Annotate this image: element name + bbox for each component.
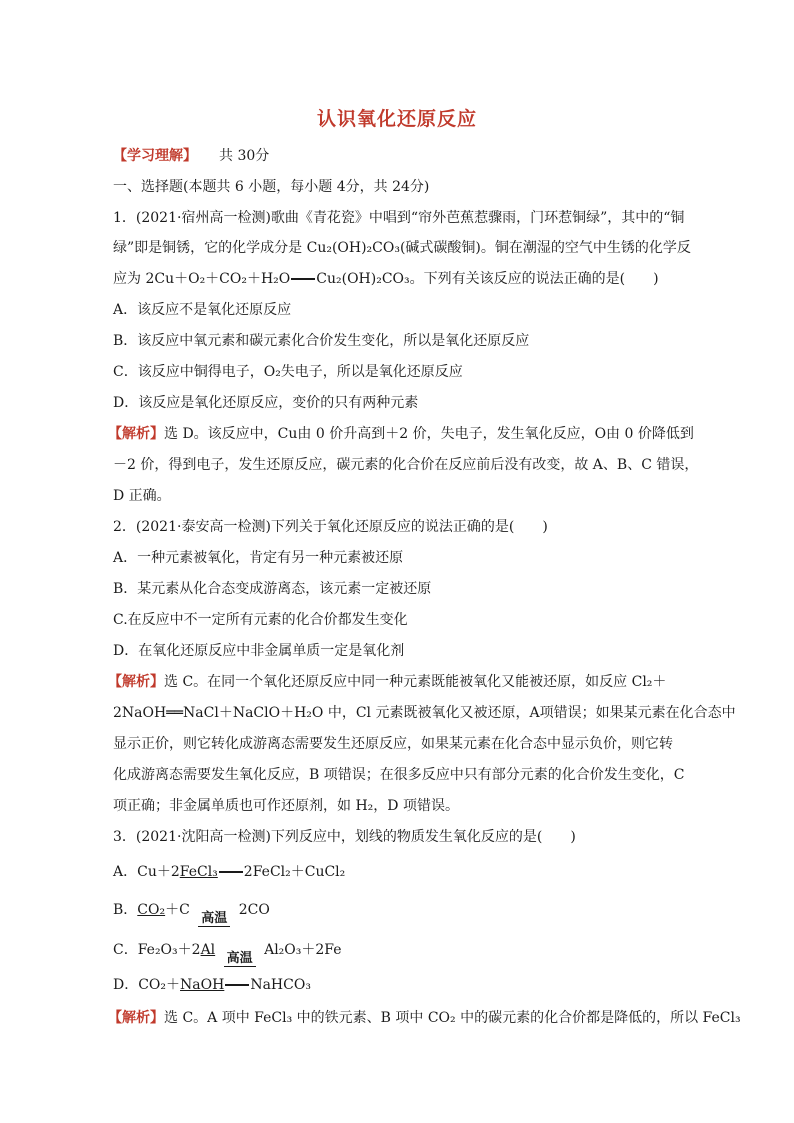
condition-label: 高温 [201, 911, 228, 926]
q2-option-c: C.在反应中不一定所有元素的化合价都发生变化 [113, 612, 408, 628]
q3-a-products: 2FeCl₂＋CuCl₂ [243, 864, 346, 880]
q1-answer-line3: D 正确。 [113, 488, 171, 504]
q2-option-b: B．某元素从化合态变成游离态，该元素一定被还原 [113, 581, 432, 597]
q3-b-prefix: B． [113, 902, 138, 918]
q2-answer-text: 选 C。在同一个氧化还原反应中同一种元素既能被氧化又能被还原，如反应 Cl₂＋ [164, 674, 667, 690]
q3-b-underlined: CO₂ [137, 902, 166, 918]
q1-option-a: A．该反应不是氧化还原反应 [113, 302, 292, 318]
q2-option-d: D．在氧化还原反应中非金属单质一定是氧化剂 [113, 643, 405, 659]
page-title: 认识氧化还原反应 [316, 108, 477, 130]
q3-stem: 3．(2021·沈阳高一检测)下列反应中，划线的物质发生氧化反应的是( ) [113, 829, 576, 845]
answer-tag: 【解析】 [108, 674, 164, 690]
q1-option-b: B．该反应中氧元素和碳元素化合价发生变化，所以是氧化还原反应 [113, 333, 530, 349]
answer-tag: 【解析】 [108, 1010, 164, 1026]
q3-b-products: 2CO [238, 902, 270, 918]
q1-equation-right: Cu₂(OH)₂CO₃。下列有关该反应的说法正确的是( ) [316, 271, 659, 287]
reaction-condition [198, 911, 230, 931]
q2-stem: 2．(2021·泰安高一检测)下列关于氧化还原反应的说法正确的是( ) [113, 519, 548, 535]
equals-sign-icon [225, 984, 249, 986]
q2-answer-line1 [108, 672, 678, 692]
q3-a-prefix: A．Cu＋2 [113, 864, 180, 880]
q1-option-c: C．该反应中铜得电子，O₂失电子，所以是氧化还原反应 [113, 364, 463, 380]
condition-label: 高温 [226, 951, 253, 966]
part-header: 一、选择题(本题共 6 小题，每小题 4分，共 24分) [113, 179, 430, 195]
q3-d-underlined: NaOH [180, 977, 225, 993]
q1-answer-line2: －2 价，得到电子，发生还原反应，碳元素的化合价在反应前后没有改变，故 A、B、C 错误， [113, 457, 699, 473]
q3-answer-line1 [108, 1008, 741, 1028]
equals-sign-icon [219, 871, 243, 873]
q3-c-underlined: Al [200, 942, 216, 958]
q3-d-prefix: D．CO₂＋ [113, 977, 181, 993]
reaction-condition [224, 951, 256, 971]
reaction-bar-icon [224, 966, 256, 971]
section-tag: 【学习理解】 [113, 148, 197, 164]
q1-stem-line2: 绿”即是铜锈，它的化学成分是 Cu₂(OH)₂CO₃(碱式碳酸铜)。铜在潮湿的空气中生锈的化学反 [113, 240, 691, 256]
q3-option-b [113, 900, 683, 931]
q1-answer-text: 选 D。该反应中，Cu由 0 价升高到＋2 价，失电子，发生氧化反应，O由 0 价降低到 [164, 426, 694, 442]
section-header [113, 146, 683, 166]
q1-stem-line3 [113, 269, 683, 289]
q3-a-underlined: FeCl₃ [179, 864, 218, 880]
q3-c-prefix: C．Fe₂O₃＋2 [113, 942, 201, 958]
q1-answer-line1 [108, 424, 694, 444]
q2-answer-line4: 化成游离态需要发生氧化反应，B 项错误；在很多反应中只有部分元素的化合价发生变化，C [113, 767, 685, 783]
q2-answer-line3: 显示正价，则它转化成游离态需要发生还原反应，如果某元素在化合态中显示负价，则它转 [113, 736, 673, 752]
q1-stem-line1: 1．(2021·宿州高一检测)歌曲《青花瓷》中唱到“帘外芭蕉惹骤雨，门环惹铜绿”，其中的“铜 [113, 210, 685, 226]
q3-c-products: Al₂O₃＋2Fe [264, 942, 342, 958]
q3-option-a [113, 862, 683, 882]
q2-answer-line5: 项正确；非金属单质也可作还原剂，如 H₂，D 项错误。 [113, 798, 459, 814]
q3-b-reactant: ＋C [165, 902, 190, 918]
reaction-bar-icon [198, 926, 230, 931]
q3-d-products: NaHCO₃ [250, 977, 311, 993]
q1-option-d: D．该反应是氧化还原反应，变价的只有两种元素 [113, 395, 419, 411]
q2-option-a: A．一种元素被氧化，肯定有另一种元素被还原 [113, 550, 404, 566]
section-score: 共 30分 [219, 148, 270, 164]
q3-option-c [113, 940, 683, 971]
q1-equation-left: 应为 2Cu＋O₂＋CO₂＋H₂O [113, 271, 291, 287]
equals-sign-icon [291, 278, 315, 280]
q3-option-d [113, 975, 683, 995]
q2-answer-line2: 2NaOH══NaCl＋NaClO＋H₂O 中，Cl 元素既被氧化又被还原，A项错误；如果某元素在化合态中 [113, 705, 736, 721]
answer-tag: 【解析】 [108, 426, 164, 442]
q3-answer-text: 选 C。A 项中 FeCl₃ 中的铁元素、B 项中 CO₂ 中的碳元素的化合价都是降低的，所以 FeCl₃ [164, 1010, 741, 1026]
